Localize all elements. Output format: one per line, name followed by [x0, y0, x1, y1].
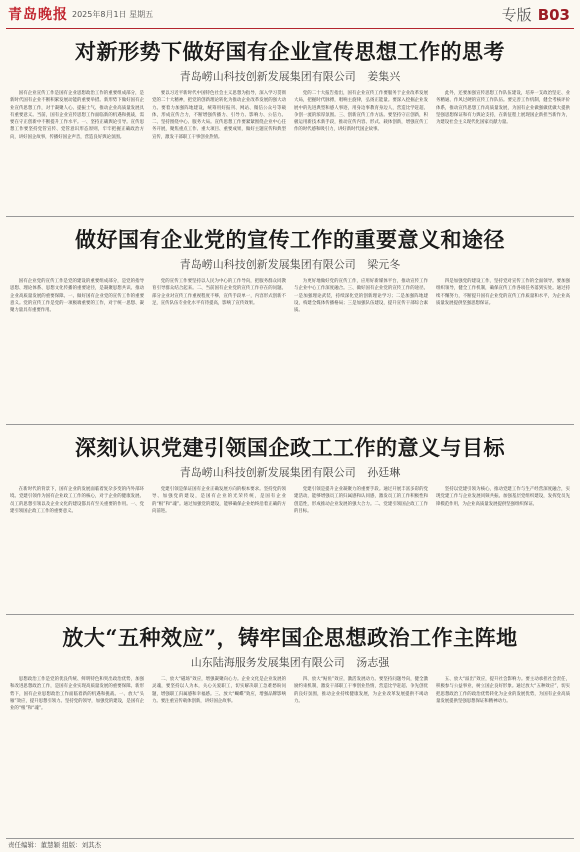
article-body	[10, 90, 570, 210]
article-org: 青岛崂山科技创新发展集团有限公司	[179, 70, 356, 83]
article-column: 为更好地做好党的宣传工作，应用好新媒体平台，推动宣传工作与企业中心工作深度融合。三、做好国有企业党的宣传工作的途径。一是加强理论武装，持续深化党的创新理论学习；二是加强阵地建设，构建全媒体传播格局；三是加强队伍建设，提升宣传干部综合素质。	[294, 279, 428, 314]
section-label: 专版	[501, 6, 532, 24]
page-number: B03	[537, 6, 570, 24]
article-byline	[10, 68, 570, 84]
article-byline	[10, 464, 570, 480]
article-2	[10, 224, 570, 420]
article-column: 党建引领是提升企业凝聚力的重要手段。通过开展丰富多彩的党建活动，能够增强员工的归属感和认同感，激发员工的工作积极性和创造性，形成推动企业发展的强大合力。二、党建引领国企政工工作的目标。	[294, 487, 428, 514]
article-org: 山东陆海服务发展集团有限公司	[190, 656, 345, 669]
article-byline	[10, 256, 570, 272]
article-column: 四是加强党的建设工作，坚持党对宣传工作的全面领导。要加强组织领导，健全工作机制，确保宣传工作各项任务落到实处。通过持续不懈努力，不断提升国有企业党的宣传工作质量和水平，为企业高质量发展提供坚强思想保证。	[436, 279, 570, 306]
article-author: 孙廷琳	[367, 466, 401, 479]
article-column: 此外，还要加强宣传思想工作队伍建设，培养一支政治坚定、业务精通、作风过硬的宣传工作队伍。要完善工作机制，健全考核评价体系，推动宣传思想工作高质量发展，为国有企业做强做优做大提供坚强思想保证和有力舆论支持，在新征程上展现国企新担当新作为，为建设社会主义现代化国家贡献力量。	[436, 91, 570, 126]
article-column: 坚持以党建引领为核心，推动党建工作与生产经营深度融合，实现党建工作与企业发展同频共振。加强基层党组织建设，发挥党员先锋模范作用，为企业高质量发展提供坚强组织保证。	[436, 487, 570, 507]
article-divider	[6, 424, 574, 425]
article-byline	[10, 654, 570, 670]
article-body	[10, 278, 570, 426]
article-column: 国有企业宣传工作是国有企业思想政治工作的重要组成部分，是新时代国有企业不断积累发展动能的重要举措。新形势下做好国有企业宣传思想工作，对于凝聚人心、提振士气、推动企业高质量发展具有重要意义。当前，国有企业宣传思想工作面临新的机遇和挑战，需要在守正创新中不断提升工作水平。一、坚持正确舆论引导。宣传思想工作要坚持党管宣传、党管意识形态原则，牢牢把握正确政治方向，讲好国企故事，传播好国企声音，营造良好舆论氛围。	[10, 91, 144, 140]
article-column: 党建引领是保证国有企业正确发展方向的根本要求。坚持党的领导、加强党的建设，是国有企业的光荣传统，是国有企业的“根”和“魂”。通过加强党的建设，能够确保企业始终沿着正确的方向前进。	[152, 487, 286, 514]
dateline: 2025年8月1日 星期五	[72, 10, 154, 19]
article-column: 二、放大“磁场”效应，增强凝聚向心力。企业文化是企业发展的灵魂，要坚持以人为本，关心关爱职工，切实解决职工急难愁盼问题，增强职工归属感和幸福感。三、放大“蝴蝶”效应，增强品牌影响力。要注重宣传载体创新，讲好国企故事。	[152, 677, 286, 704]
edition-label	[502, 4, 570, 25]
article-title: 放大“五种效应”，铸牢国企思想政治工作主阵地	[62, 625, 518, 650]
article-column: 党的二十大报告指出，国有企业宣传工作要服务于企业改革发展大局，把握时代脉搏，唱响主旋律，弘扬正能量。要深入挖掘企业发展中的先进典型和感人事迹，用身边事教育身边人，营造比学赶超、争创一流的浓厚氛围。三、创新宣传工作方法。要坚持守正创新，积极运用新技术新手段，推动宣传内容、形式、载体创新，增强宣传工作的时代感和吸引力，讲好新时代国企故事。	[294, 91, 428, 133]
article-column: 要以习近平新时代中国特色社会主义思想为指导，深入学习贯彻党的二十大精神，把党的创新理论转化为推动企业改革发展的强大动力。要着力加强阵地建设，统筹用好报刊、网站、微信公众号等载体，形成宣传合力，不断增强传播力、引导力、影响力、公信力。二、坚持围绕中心、服务大局。宣传思想工作要紧紧围绕企业中心任务开展，聚焦重点工作、重大项目、重要成果，做好主题宣传和典型宣传，激发干部职工干事创业热情。	[152, 91, 286, 140]
article-column: 国有企业党的宣传工作是党的建设的重要组成部分，是党的指导思想、理论体系、思想文化传播的重要途径，是凝聚思想共识、推动企业高质量发展的重要保障。一、做好国有企业党的宣传工作的重要意义。党的宣传工作是党的一项极端重要的工作，对于统一思想、凝聚力量具有重要作用。	[10, 279, 144, 314]
article-author: 梁元冬	[367, 258, 401, 271]
article-org: 青岛崂山科技创新发展集团有限公司	[179, 466, 356, 479]
article-column: 四、放大“鲇鱼”效应，激活发展动力。要坚持问题导向，健全激励约束机制，激发干部职工干事创业热情，营造比学赶超、争先创优的良好氛围，推动企业持续健康发展，为企业改革发展提供不竭动力。	[294, 677, 428, 704]
article-divider	[6, 614, 574, 615]
article-body	[10, 676, 570, 842]
masthead	[0, 0, 580, 28]
article-4	[10, 622, 570, 838]
editor-credit: 责任编辑：董慧颖 组版：刘其杰	[8, 841, 102, 849]
article-body	[10, 486, 570, 616]
article-column: 五、放大“溢出”效应，提升社会影响力。要主动承担社会责任，积极参与公益事业，树立国企良好形象。通过放大“五种效应”，切实把思想政治工作的政治优势转化为企业的发展优势，为国有企业高质量发展提供坚强思想保证和精神动力。	[436, 677, 570, 704]
article-1	[10, 36, 570, 212]
article-org: 青岛崂山科技创新发展集团有限公司	[179, 258, 356, 271]
article-author: 姜集兴	[367, 70, 401, 83]
masthead-divider	[6, 28, 574, 29]
article-divider	[6, 216, 574, 217]
article-author: 汤志强	[356, 656, 390, 669]
footer-divider	[6, 838, 574, 839]
newspaper-logo: 青岛晚报	[8, 7, 68, 23]
article-title: 对新形势下做好国有企业宣传思想工作的思考	[75, 39, 505, 64]
article-column: 党的宣传工作要坚持以人民为中心的工作导向，把服务群众同教育引导群众结合起来。二、当前国有企业党的宣传工作存在的问题。部分企业对宣传工作重视程度不够，宣传手段单一，内容形式创新不足，宣传队伍专业化水平有待提高，影响了宣传效果。	[152, 279, 286, 306]
article-title: 深刻认识党建引领国企政工工作的意义与目标	[75, 435, 505, 460]
article-column: 在新时代的背景下，国有企业的发展面临着复杂多变的内外部环境。党建引领作为国有企业政工工作的核心，对于企业的健康发展、员工的思想引领以及企业文化的建设都具有至关重要的作用。一、党建引领国企政工工作的重要意义。	[10, 487, 144, 514]
article-3	[10, 432, 570, 618]
article-column: 思想政治工作是党的优良传统、鲜明特色和突出政治优势，加强和改进思想政治工作，是国有企业实现高质量发展的重要保障。新形势下，国有企业思想政治工作面临着新的机遇和挑战。一、放大“头雁”效应，提升思想引领力。坚持党的领导，加强党的建设，是国有企业的“根”和“魂”。	[10, 677, 144, 712]
article-title: 做好国有企业党的宣传工作的重要意义和途径	[75, 227, 505, 252]
